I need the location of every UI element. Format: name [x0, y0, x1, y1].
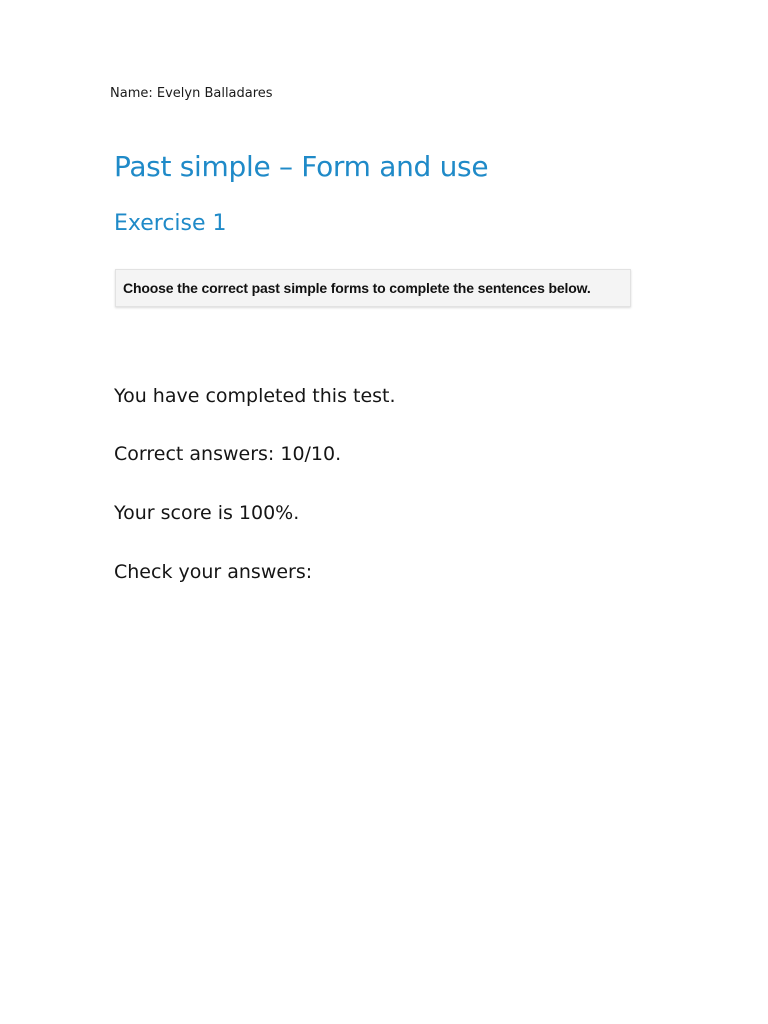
page-title: Past simple – Form and use [114, 150, 489, 183]
instruction-text: Choose the correct past simple forms to complete the sentences below. [123, 280, 591, 296]
instruction-box [115, 269, 631, 307]
completion-message: You have completed this test. [114, 385, 396, 407]
check-answers-label: Check your answers: [114, 561, 313, 583]
exercise-title: Exercise 1 [114, 211, 227, 236]
correct-answers-count: Correct answers: 10/10. [114, 443, 342, 465]
student-name: Name: Evelyn Balladares [110, 86, 273, 101]
score-percentage: Your score is 100%. [114, 502, 300, 524]
